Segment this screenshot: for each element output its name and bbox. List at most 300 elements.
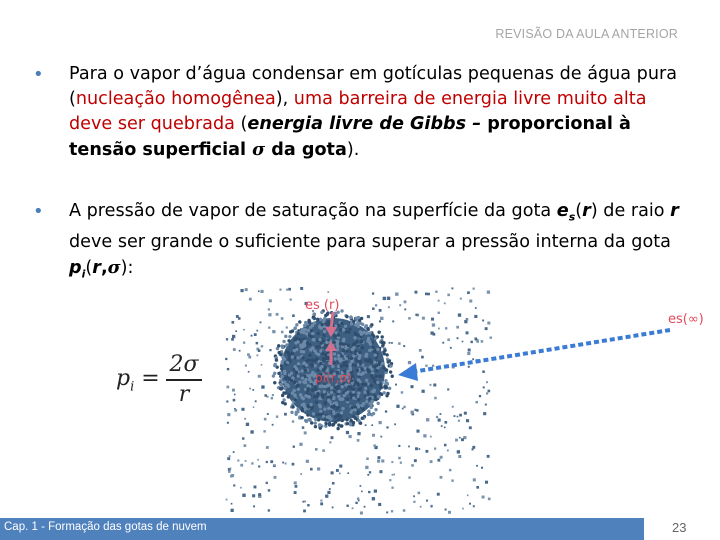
vapor-molecule (229, 455, 231, 457)
droplet-molecule (327, 398, 330, 401)
droplet-molecule (312, 338, 315, 341)
vapor-molecule (307, 504, 309, 506)
vapor-molecule (451, 479, 453, 481)
formula-equals: = (134, 366, 160, 391)
droplet-molecule (308, 353, 311, 356)
vapor-molecule (365, 466, 368, 469)
droplet-molecule (313, 364, 316, 367)
vapor-molecule (272, 394, 274, 396)
vapor-molecule (481, 340, 484, 343)
vapor-molecule (395, 292, 398, 295)
vapor-molecule (264, 394, 267, 397)
droplet-molecule (301, 376, 304, 379)
droplet-molecule (354, 417, 357, 420)
droplet-molecule (359, 362, 362, 365)
droplet-molecule (377, 331, 380, 334)
vapor-molecule (365, 424, 367, 426)
droplet-molecule (302, 331, 305, 334)
droplet-molecule (342, 338, 345, 341)
droplet-molecule (306, 342, 309, 345)
vapor-molecule (367, 474, 369, 476)
vapor-molecule (476, 465, 478, 467)
vapor-molecule (430, 460, 433, 463)
vapor-molecule (303, 509, 306, 512)
vapor-molecule (266, 461, 268, 463)
es-subscript: s (568, 210, 576, 224)
vapor-molecule (444, 427, 446, 429)
vapor-molecule (252, 494, 255, 497)
droplet-molecule (382, 341, 385, 344)
droplet-molecule (283, 381, 286, 384)
vapor-molecule (475, 307, 477, 309)
droplet-molecule (365, 379, 368, 382)
droplet-molecule (340, 424, 343, 427)
droplet-molecule (324, 366, 327, 369)
vapor-molecule (347, 472, 349, 474)
vapor-molecule (295, 485, 298, 488)
droplet-molecule (370, 384, 373, 387)
droplet-molecule (383, 352, 386, 355)
vapor-molecule (227, 457, 230, 460)
vapor-molecule (472, 358, 474, 360)
droplet-molecule (385, 394, 388, 397)
droplet-molecule (279, 383, 282, 386)
vapor-molecule (448, 511, 451, 514)
droplet-molecule (361, 383, 364, 386)
droplet-molecule (319, 385, 322, 388)
droplet-molecule (277, 372, 280, 375)
vapor-molecule (268, 509, 270, 511)
vapor-molecule (261, 364, 263, 366)
text-run: A pressão de vapor de saturação na superfície da gota (69, 201, 557, 221)
vapor-molecule (413, 495, 415, 497)
droplet-molecule (328, 416, 331, 419)
droplet-molecule (341, 385, 344, 388)
droplet-molecule (330, 386, 333, 389)
vapor-molecule (249, 388, 251, 390)
droplet-molecule (350, 406, 353, 409)
vapor-molecule (486, 381, 488, 383)
droplet-molecule (291, 329, 294, 332)
droplet-molecule (295, 323, 298, 326)
vapor-molecule (293, 446, 295, 448)
text-run: ( (234, 114, 248, 134)
droplet-molecule (279, 353, 282, 356)
droplet-molecule (337, 390, 340, 393)
vapor-molecule (226, 400, 228, 402)
droplet-molecule (301, 345, 304, 348)
vapor-molecule (331, 436, 334, 439)
droplet-molecule (325, 357, 328, 360)
droplet-molecule (275, 358, 278, 361)
droplet-molecule (336, 340, 339, 343)
vapor-molecule (228, 470, 230, 472)
vapor-molecule (440, 476, 443, 479)
droplet-molecule (306, 387, 309, 390)
droplet-molecule (330, 391, 333, 394)
droplet-molecule (323, 330, 326, 333)
droplet-molecule (391, 375, 394, 378)
vapor-molecule (470, 341, 472, 343)
vapor-molecule (227, 413, 230, 416)
vapor-molecule (416, 430, 419, 433)
vapor-molecule (230, 509, 233, 512)
vapor-molecule (392, 320, 394, 322)
vapor-molecule (231, 503, 233, 505)
droplet-molecule (333, 357, 336, 360)
droplet-molecule (343, 394, 346, 397)
droplet-molecule (356, 382, 359, 385)
droplet-molecule (327, 407, 330, 410)
p-subscript: i (81, 267, 86, 281)
vapor-molecule (468, 366, 470, 368)
label-pi: pi(r,σ) (315, 371, 352, 385)
droplet-molecule (277, 344, 280, 347)
vapor-molecule (485, 327, 488, 330)
vapor-molecule (361, 491, 363, 493)
comma: , (100, 257, 108, 278)
droplet-molecule (287, 358, 290, 361)
droplet-molecule (347, 344, 350, 347)
droplet-molecule (340, 309, 343, 312)
vapor-molecule (383, 297, 386, 300)
droplet-figure (0, 285, 720, 515)
vapor-molecule (276, 313, 279, 316)
droplet-molecule (312, 315, 315, 318)
vapor-molecule (457, 450, 460, 453)
vapor-molecule (251, 335, 253, 337)
vapor-molecule (445, 327, 447, 329)
droplet-molecule (334, 386, 337, 389)
vapor-molecule (285, 463, 287, 465)
vapor-molecule (233, 451, 235, 453)
droplet-molecule (285, 343, 288, 346)
vapor-molecule (487, 390, 490, 393)
vapor-molecule (379, 421, 382, 424)
droplet-molecule (352, 421, 355, 424)
vapor-molecule (269, 349, 271, 351)
vapor-molecule (371, 424, 373, 426)
vapor-molecule (458, 420, 460, 422)
vapor-molecule (486, 392, 488, 394)
droplet-molecule (332, 361, 335, 364)
vapor-molecule (286, 289, 288, 291)
vapor-molecule (373, 444, 375, 446)
vapor-molecule (472, 446, 475, 449)
droplet-molecule (310, 363, 313, 366)
droplet-molecule (313, 321, 316, 324)
droplet-molecule (356, 369, 359, 372)
vapor-molecule (234, 409, 237, 412)
vapor-molecule (459, 414, 462, 417)
vapor-molecule (459, 437, 461, 439)
vapor-molecule (378, 503, 381, 506)
vapor-molecule (268, 489, 270, 491)
vapor-molecule (374, 489, 377, 492)
vapor-molecule (415, 447, 418, 450)
droplet-molecule (320, 365, 323, 368)
vapor-molecule (281, 317, 284, 320)
vapor-molecule (227, 422, 229, 424)
droplet-molecule (371, 346, 374, 349)
droplet-molecule (389, 364, 392, 367)
droplet-molecule (323, 407, 326, 410)
vapor-molecule (467, 352, 470, 355)
vapor-molecule (261, 385, 264, 388)
vapor-molecule (240, 487, 242, 489)
droplet-molecule (301, 356, 304, 359)
vapor-molecule (393, 474, 395, 476)
vapor-molecule (425, 365, 427, 367)
droplet-molecule (304, 419, 307, 422)
droplet-molecule (359, 387, 362, 390)
vapor-molecule (441, 425, 443, 427)
r-symbol: r (92, 257, 101, 278)
fraction-bar (166, 379, 202, 381)
vapor-molecule (379, 309, 382, 312)
vapor-molecule (325, 495, 328, 498)
droplet-molecule (367, 328, 370, 331)
vapor-molecule (487, 291, 490, 294)
vapor-molecule (357, 439, 360, 442)
vapor-molecule (429, 384, 431, 386)
droplet-molecule (377, 363, 380, 366)
r-symbol: r (582, 201, 591, 221)
droplet-molecule (319, 349, 322, 352)
vapor-molecule (346, 505, 348, 507)
vapor-molecule (315, 448, 318, 451)
vapor-molecule (253, 406, 255, 408)
vapor-molecule (248, 356, 251, 359)
droplet-molecule (304, 369, 307, 372)
droplet-molecule (283, 387, 286, 390)
vapor-molecule (466, 331, 469, 334)
droplet-molecule (323, 390, 326, 393)
vapor-molecule (227, 386, 230, 389)
droplet-molecule (369, 406, 372, 409)
droplet-molecule (315, 400, 318, 403)
droplet-molecule (324, 422, 327, 425)
vapor-molecule (400, 462, 402, 464)
droplet-molecule (284, 391, 287, 394)
vapor-molecule (244, 418, 246, 420)
vapor-molecule (403, 345, 405, 347)
vapor-molecule (414, 459, 417, 462)
droplet-molecule (344, 325, 347, 328)
vapor-molecule (413, 501, 415, 503)
vapor-molecule (447, 450, 449, 452)
droplet-molecule (347, 330, 350, 333)
vapor-molecule (386, 426, 388, 428)
droplet-molecule (297, 332, 300, 335)
droplet-molecule (316, 413, 319, 416)
vapor-molecule (464, 320, 467, 323)
vapor-molecule (437, 493, 440, 496)
droplet-molecule (323, 317, 326, 320)
vapor-molecule (411, 464, 414, 467)
droplet-molecule (314, 418, 317, 421)
droplet-molecule (328, 422, 331, 425)
vapor-molecule (282, 462, 284, 464)
vapor-molecule (268, 326, 270, 328)
vapor-molecule (304, 500, 306, 502)
droplet-molecule (272, 374, 275, 377)
droplet-molecule (389, 370, 392, 373)
vapor-molecule (237, 460, 239, 462)
droplet-molecule (375, 369, 378, 372)
vapor-molecule (391, 487, 393, 489)
text-run: Para o vapor d’água condensar em gotículas pequenas de água pura ( (69, 64, 677, 109)
droplet-molecule (282, 398, 285, 401)
vapor-molecule (251, 462, 253, 464)
surface-tension-text: proporcional à tensão superficial (69, 114, 631, 160)
vapor-molecule (276, 415, 278, 417)
vapor-molecule (352, 507, 354, 509)
vapor-molecule (241, 408, 244, 411)
droplet-molecule (355, 317, 358, 320)
droplet-molecule (352, 346, 355, 349)
vapor-molecule (331, 471, 334, 474)
vapor-molecule (464, 412, 467, 415)
vapor-molecule (473, 288, 475, 290)
vapor-molecule (485, 481, 488, 484)
vapor-molecule (391, 461, 393, 463)
vapor-molecule (487, 455, 490, 458)
droplet-molecule (345, 350, 348, 353)
highlight-energy-barrier: uma barreira de energia livre muito alta deve ser quebrada (69, 89, 647, 134)
formula-numerator: 2σ (169, 352, 199, 377)
vapor-molecule (357, 432, 360, 435)
droplet-molecule (367, 409, 370, 412)
droplet-molecule (317, 345, 320, 348)
highlight-nucleation: nucleação homogênea (75, 89, 276, 109)
text-run: ): (120, 257, 134, 278)
vapor-molecule (378, 456, 381, 459)
droplet-molecule (340, 322, 343, 325)
droplet-molecule (339, 328, 342, 331)
vapor-molecule (286, 326, 288, 328)
vapor-molecule (423, 434, 426, 437)
vapor-molecule (369, 471, 371, 473)
droplet-molecule (341, 342, 344, 345)
vapor-molecule (258, 349, 261, 352)
droplet-molecule (280, 375, 283, 378)
vapor-molecule (317, 467, 320, 470)
droplet-molecule (357, 391, 360, 394)
droplet-molecule (314, 421, 317, 424)
vapor-molecule (271, 397, 273, 399)
vapor-molecule (261, 345, 263, 347)
droplet-molecule (370, 413, 373, 416)
droplet-molecule (294, 398, 297, 401)
droplet-molecule (342, 361, 345, 364)
droplet-molecule (297, 388, 300, 391)
vapor-molecule (408, 317, 411, 320)
droplet-molecule (374, 353, 377, 356)
droplet-molecule (364, 383, 367, 386)
droplet-molecule (357, 372, 360, 375)
vapor-molecule (421, 356, 424, 359)
vapor-molecule (232, 389, 235, 392)
droplet-molecule (341, 407, 344, 410)
droplet-molecule (337, 354, 340, 357)
droplet-molecule (367, 413, 370, 416)
vapor-molecule (450, 347, 452, 349)
vapor-molecule (234, 394, 236, 396)
vapor-molecule (485, 404, 487, 406)
gibbs-energy-text: energia livre de Gibbs – (247, 114, 482, 134)
vapor-molecule (357, 497, 359, 499)
droplet-molecule (331, 365, 334, 368)
r-symbol: r (670, 201, 679, 221)
droplet-molecule (361, 346, 364, 349)
droplet-molecule (308, 334, 311, 337)
droplet-molecule (352, 343, 355, 346)
vapor-molecule (229, 468, 231, 470)
droplet-molecule (386, 360, 389, 363)
vapor-molecule (438, 312, 440, 314)
vapor-molecule (257, 354, 259, 356)
droplet-molecule (350, 357, 353, 360)
droplet-molecule (348, 327, 351, 330)
droplet-molecule (340, 364, 343, 367)
droplet-molecule (325, 341, 328, 344)
formula-denominator: r (178, 381, 190, 407)
vapor-molecule (231, 321, 234, 324)
droplet-molecule (318, 424, 321, 427)
vapor-molecule (339, 465, 342, 468)
droplet-molecule (363, 391, 366, 394)
vapor-molecule (422, 317, 425, 320)
vapor-molecule (487, 322, 490, 325)
droplet-molecule (354, 323, 357, 326)
vapor-molecule (447, 338, 450, 341)
bullet-2-text (69, 199, 693, 286)
droplet-molecule (357, 378, 360, 381)
droplet-molecule (370, 323, 373, 326)
vapor-molecule (404, 300, 407, 303)
vapor-molecule (380, 436, 382, 438)
droplet-molecule (296, 384, 299, 387)
droplet-molecule (322, 334, 325, 337)
vapor-molecule (379, 320, 381, 322)
vapor-molecule (388, 306, 390, 308)
droplet-molecule (322, 359, 325, 362)
vapor-molecule (258, 290, 260, 292)
droplet-molecule (362, 402, 365, 405)
vapor-molecule (257, 459, 259, 461)
droplet-molecule (367, 338, 370, 341)
droplet-molecule (291, 355, 294, 358)
vapor-molecule (300, 287, 303, 290)
droplet-molecule (356, 412, 359, 415)
vapor-molecule (398, 445, 400, 447)
vapor-molecule (392, 474, 394, 476)
vapor-molecule (474, 315, 477, 318)
text-run: deve ser grande o suficiente para superar a pressão interna da gota (69, 231, 671, 252)
droplet-molecule (311, 346, 314, 349)
vapor-molecule (242, 437, 244, 439)
vapor-molecule (377, 460, 380, 463)
vapor-molecule (268, 308, 270, 310)
droplet-molecule (282, 340, 285, 343)
droplet-molecule (367, 369, 370, 372)
vapor-molecule (386, 511, 388, 513)
vapor-molecule (302, 501, 304, 503)
vapor-molecule (380, 317, 383, 320)
droplet-molecule (383, 385, 386, 388)
droplet-molecule (299, 393, 302, 396)
